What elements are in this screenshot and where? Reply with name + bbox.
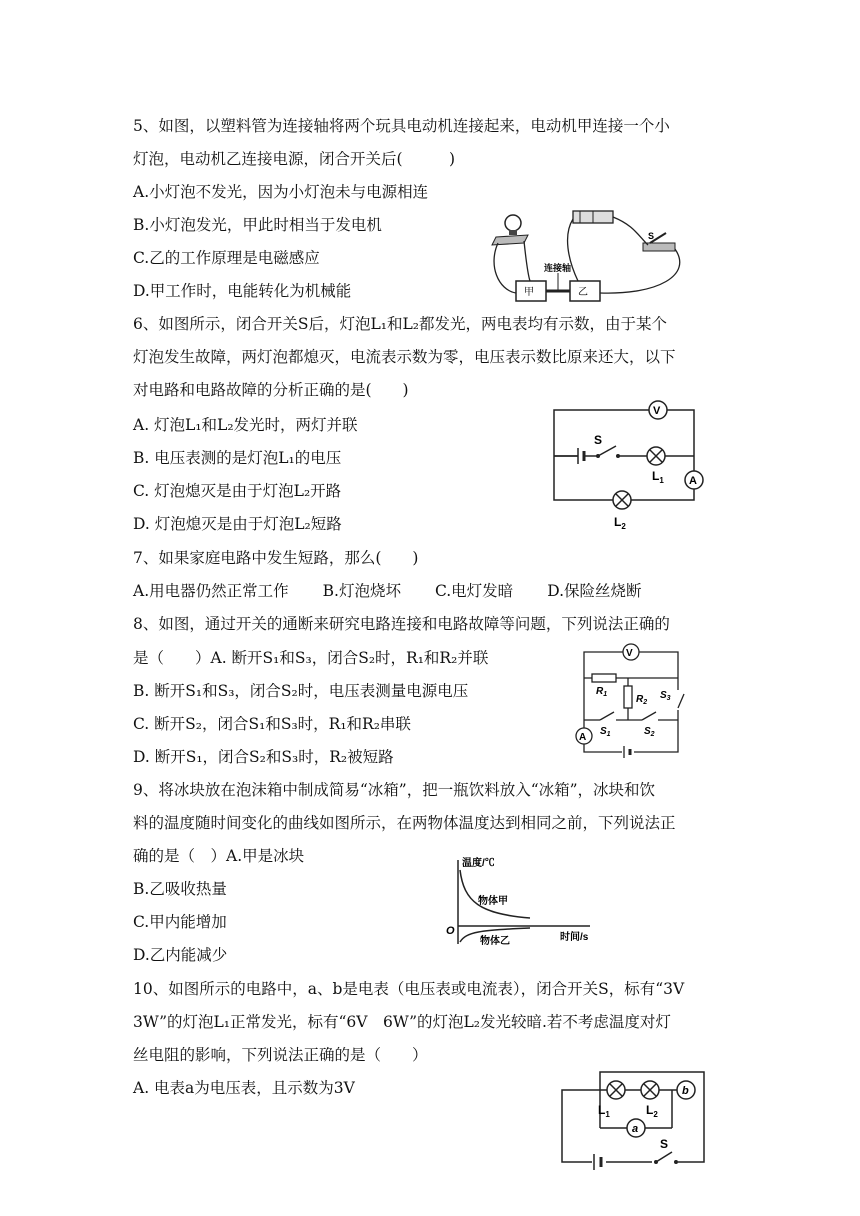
q10-meter-b-label: b	[682, 1085, 689, 1097]
q8-option-c: C. 断开S₂，闭合S₁和S₃时，R₁和R₂串联	[133, 715, 411, 733]
q10-l1-label: $L_1$	[598, 1103, 610, 1119]
q8-r1-label: $R_1$	[596, 686, 608, 698]
q8-s2-label: $S_2$	[644, 726, 655, 738]
q6-l1-label: $L_1$	[652, 469, 664, 485]
q10-l2-label: $L_2$	[646, 1103, 658, 1119]
q10-switch-label: S	[660, 1137, 669, 1151]
q9-stem-line2: 料的温度随时间变化的曲线如图所示，在两物体温度达到相同之前，下列说法正	[133, 814, 676, 832]
q6-option-b: B. 电压表测的是灯泡L₁的电压	[133, 449, 342, 467]
q8-stem-line2: 是（ ）A. 断开S₁和S₃，闭合S₂时，R₁和R₂并联	[133, 649, 489, 667]
q5-axle-label: 连接轴	[544, 263, 572, 273]
q7-stem: 7、如果家庭电路中发生短路，那么( )	[133, 549, 419, 567]
q5-option-b: B.小灯泡发光，甲此时相当于发电机	[133, 216, 382, 234]
q8-ammeter-label: A	[579, 732, 587, 743]
q7-option-b: B.灯泡烧坏	[322, 582, 401, 600]
q10-circuit-figure	[552, 1062, 712, 1170]
q9-x-axis-label: 时间/s	[560, 932, 589, 943]
q9-jia-label: 物体甲	[478, 896, 508, 907]
q8-s3-label: $S_3$	[660, 690, 671, 702]
q5-switch-label: S	[648, 231, 655, 241]
q9-y-axis-label: 温度/℃	[462, 858, 495, 869]
q9-temperature-graph	[440, 852, 600, 952]
q10-stem-line2: 3W”的灯泡L₁正常发光，标有“6V 6W”的灯泡L₂发光较暗.若不考虑温度对灯	[133, 1013, 671, 1031]
q6-option-c: C. 灯泡熄灭是由于灯泡L₂开路	[133, 482, 342, 500]
q9-origin-label: O	[446, 925, 455, 937]
q5-option-c: C.乙的工作原理是电磁感应	[133, 249, 320, 267]
q5-option-a: A.小灯泡不发光，因为小灯泡未与电源相连	[133, 183, 429, 201]
q9-option-d: D.乙内能减少	[133, 946, 228, 964]
q7-option-c: C.电灯发暗	[434, 582, 514, 600]
q5-motor-figure	[478, 205, 693, 310]
q8-option-b: B. 断开S₁和S₃，闭合S₂时，电压表测量电源电压	[133, 682, 469, 700]
q7-options	[133, 581, 642, 601]
q6-voltmeter-label: V	[653, 405, 661, 417]
q8-r2-label: $R_2$	[636, 694, 648, 706]
q8-option-d: D. 断开S₁，闭合S₂和S₃时，R₂被短路	[133, 748, 394, 766]
q5-motor-jia-label: 甲	[524, 287, 534, 298]
q6-stem-line1: 6、如图所示，闭合开关S后，灯泡L₁和L₂都发光，两电表均有示数，由于某个	[133, 315, 667, 333]
q9-option-b: B.乙吸收热量	[133, 880, 227, 898]
q9-yi-label: 物体乙	[480, 936, 510, 947]
q6-l2-label: $L_2$	[614, 515, 626, 531]
q6-stem-line2: 灯泡发生故障，两灯泡都熄灭，电流表示数为零，电压表示数比原来还大，以下	[133, 348, 676, 366]
q5-stem-line1: 5、如图，以塑料管为连接轴将两个玩具电动机连接起来，电动机甲连接一个小	[133, 117, 670, 135]
q10-meter-a-label: a	[632, 1123, 639, 1135]
q6-circuit-figure	[548, 396, 718, 531]
q5-motor-yi-label: 乙	[578, 287, 588, 298]
q9-stem-line1: 9、将冰块放在泡沫箱中制成简易“冰箱”，把一瓶饮料放入“冰箱”，冰块和饮	[133, 781, 656, 799]
q8-s1-label: $S_1$	[600, 726, 611, 738]
q8-stem-line1: 8、如图，通过开关的通断来研究电路连接和电路故障等问题，下列说法正确的	[133, 615, 670, 633]
q8-voltmeter-label: V	[626, 648, 633, 659]
q9-option-c: C.甲内能增加	[133, 913, 227, 931]
q5-option-d: D.甲工作时，电能转化为机械能	[133, 282, 352, 300]
q9-stem-line3: 确的是（ ）A.甲是冰块	[133, 847, 305, 865]
q7-option-d: D.保险丝烧断	[547, 582, 642, 600]
q6-ammeter-label: A	[689, 475, 697, 487]
q6-stem-line3: 对电路和电路故障的分析正确的是( )	[133, 381, 409, 399]
q6-option-d: D. 灯泡熄灭是由于灯泡L₂短路	[133, 515, 342, 533]
q6-switch-label: S	[594, 433, 603, 447]
q6-option-a: A. 灯泡L₁和L₂发光时，两灯并联	[133, 416, 358, 434]
q5-stem-line2: 灯泡，电动机乙连接电源，闭合开关后( )	[133, 150, 456, 168]
q10-stem-line3: 丝电阻的影响，下列说法正确的是（ ）	[133, 1046, 428, 1064]
q8-circuit-figure	[572, 640, 702, 760]
q10-option-a: A. 电表a为电压表，且示数为3V	[133, 1079, 355, 1097]
q9-curve-jia	[460, 870, 530, 918]
q10-stem-line1: 10、如图所示的电路中，a、b是电表（电压表或电流表），闭合开关S，标有“3V	[133, 980, 685, 998]
q7-option-a: A.用电器仍然正常工作	[133, 582, 289, 600]
